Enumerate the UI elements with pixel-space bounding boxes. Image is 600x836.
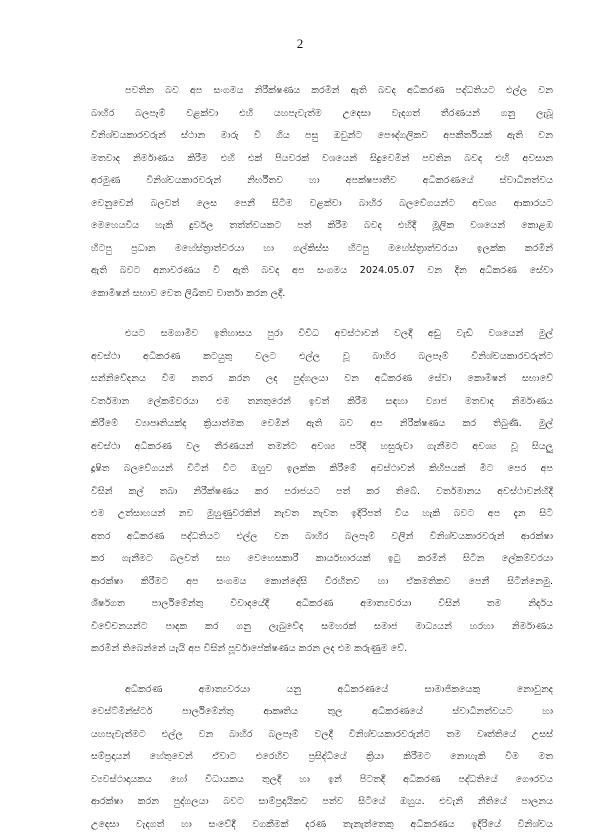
text-line: උදෙසා වැදගත් හා සංවේදී වගකීමක් දරණ තැනැත්තෙකු අධිකරණය ඉදිරියේ විනිශ්චය (91, 814, 553, 836)
text-line: මෙහෙයවිය හැකි දුර්වල තත්ත්වයකට පත් කිරීම බවද එහිදී මූලික වශයෙන් කොළඹ (91, 215, 553, 238)
paragraph (91, 679, 553, 836)
text-line: කර ගැනීමට බලවත් සහ වෙහෙසකාරී කාර්යභාරයක් ඉටු කරමින් සිටින ලේකම්වරයා (91, 548, 553, 571)
text-line: අවස්ථා අධිකරණ කටයුතු වලට එල්ල වූ බාහිර බලපෑම් විනිශ්චයකාරවරුන්ට (91, 346, 553, 369)
text-line: කිරීමේ ව්‍යාපෘතියක්ද ක්‍රියාත්මක වෙමින් ඇති බව අප නිරීක්ෂණය කර තිබුණි. මුල් (91, 413, 553, 436)
text-line: සම්ප්‍රදායන් හේතුවෙන් ඒවාට එරෙහිව ප්‍රසිද්ධියේ ක්‍රියා කිරීමට නොහැකි වීම මත (91, 746, 553, 769)
paragraph (91, 323, 553, 661)
text-line: ව්‍යවස්ථාදායකය හෝ විධායකය තුලදී හා ඉන් පිටතදී අධිකරණ පද්ධතියේ ගෞරවය (91, 769, 553, 792)
text-line: සන්නිවේදනය වීම නතර කරන ලද පුද්ගලයා වන අධිකරණ සේවා කොමිෂන් සභාවේ (91, 368, 553, 391)
text-line: ඇති බවට අනාවරණය වී ඇති බවද අප සංගමය 2024.05.07 වන දින අධිකරණ සේවා (91, 260, 553, 283)
text-line: යහපැවැත්මට එල්ල වන බාහිර බලපෑම් වලදී විනිශ්චයකාරවරුන්ට තම වෘත්තියේ උසස් (91, 724, 553, 747)
text-line: අතර අධිකරණ පද්ධතියට එල්ල වන බාහිර බලපෑම් වලින් විනිශ්චයකාරවරුන් ආරක්ෂා (91, 526, 553, 549)
text-line: වර්තමාන ලේකම්වරයා එම තනතුරෙන් ඉවත් කිරීම සඳහා ව්‍යාජ මතවාද නිර්මාණය (91, 391, 553, 414)
text-line: දූෂිත බලවේගයන් විටින් විට ඔහුව ඉලක්ක කිරීමේ අවස්ථාවන් කිහිපයක් මීට පෙර අප (91, 458, 553, 481)
text-line: පවතින බව අප සංගමය නිරීක්ෂණය කරමින් ඇති බවද අධිකරණ පද්ධතියට එල්ල වන (91, 80, 553, 103)
text-line: විනිශ්චයකාරවරුන් ස්ථාන මාරු වී ගිය පසු ඔවුන්ට පෞද්ගලිකව අපකීර්තියක් ඇති වන (91, 125, 553, 148)
text-line: අධිකරණ අමාත්‍යවරයා යනු අධිකරණයේ සාමාජිකයෙකු නොවුනද (91, 679, 553, 702)
text-line: එයට සමගාමීව ඉතිහාසය පුරා විවිධ අවස්ථාවන් වලදී අඩු වැඩි වශයෙන් මුල් (91, 323, 553, 346)
text-line: වෙස්ට්මින්ස්ටර් පාර්ලිමේන්තු ආකෘතිය තුල අධිකරණයේ ස්වාධීනත්වයට හා (91, 701, 553, 724)
text-line: අරමුණ විනිශ්චයකාරවරුන් නිර්භීතව හා අපක්ෂපාතීව අධිකරණයේ ස්වාධීනත්වය (91, 170, 553, 193)
text-line: බාහිර බලපෑම් වළක්වා එහි යහපැවැත්ම උදෙසා වැදගත් තීරණයන් ගනු ලැබූ (91, 103, 553, 126)
text-line: විවේචනයන්ට පාදක කර ගනු ලැබුවේද සමහරක් සමාජ මාධ්‍යයන් හරහා නිර්මාණය (91, 616, 553, 639)
text-line: වෙනුවෙන් බලවත් ලෙස පෙනී සිටීම වළක්වා බාහිර බලවේගයන්ට අවශ්‍ය ආකාරයට (91, 193, 553, 216)
text-line: ආරක්ෂා කිරීමට අප සංගමය කොන්දේසි විරහිතව හා ඒකමතිකව පෙනී සිටින්නෙමු. (91, 571, 553, 594)
text-line: කොමිෂන් සභාව වෙත ලිඛිතව වාර්තා කරන ලදී. (91, 283, 553, 306)
text-line: එම උත්සාහයන් නව මුහුණුවරකින් නැවත නැවත ඉදිරිපත් විය හැකි බවට අප දැන සිටි (91, 503, 553, 526)
text-line: මතවාද නිර්මාණය කිරීම එහි එක් පියවරක් වශයෙන් සිදුවෙමින් පවතින බවද එහි අවසාන (91, 148, 553, 171)
text-line: ශීර්ෂගත පාර්ලිමේන්තු විවාදයේදී අධිකරණ අමාත්‍යවරයා විසින් තම නිර්දය (91, 593, 553, 616)
text-line: ආරක්ෂා කරන පුද්ගලයා බවට සාම්ප්‍රදායිකව පත්ව සිටියේ ඔහුය. එවැනි නීතියේ පාලනය (91, 791, 553, 814)
text-line: කරමින් තිබෙන්නේ යැයි අප විසින් පූර්වාපේක්ෂණය කරන ලද එම කරුණුම වේ. (91, 638, 553, 661)
paragraph (91, 80, 553, 305)
text-line: හිටපු ප්‍රධාන මහේස්ත්‍රාත්වරයා හා ගල්කිස්ස හිටපු මහේස්ත්‍රාත්වරයා ඉලක්ක කරමින් (91, 238, 553, 261)
page-number: 2 (0, 36, 600, 52)
text-line: අවස්ථා අධිකරණ වල තීරණයන් තමන්ට අවශ්‍ය පරිදි හසුරුවා ගැනීමට අවශ්‍ය වූ සියලු (91, 436, 553, 459)
body-text (91, 80, 553, 836)
text-line: විසින් කල් තබා නිරීක්ෂණය කර පරාජයට පත් කර තිබේ. වර්තමානය අවස්ථාවන්හිදී (91, 481, 553, 504)
